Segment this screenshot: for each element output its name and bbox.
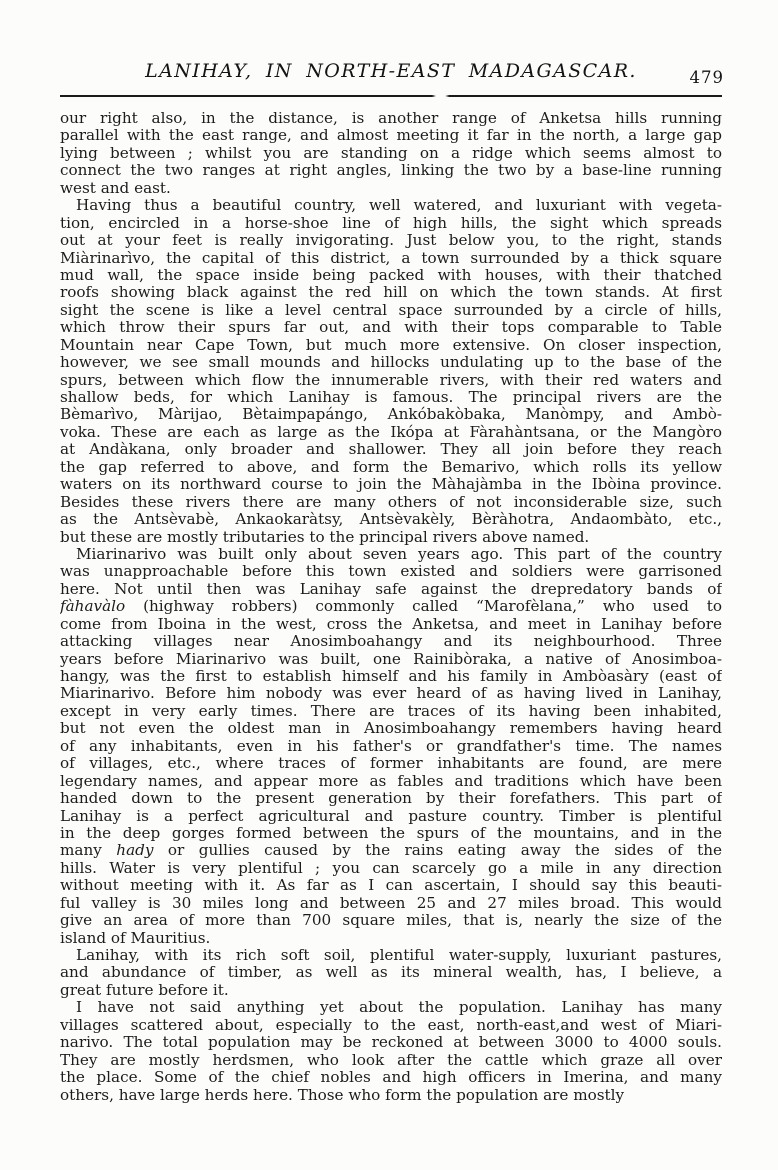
paragraph	[60, 546, 722, 947]
page-number: 479	[689, 68, 724, 87]
text-line: give an area of more than 700 square miles, that is, nearly the size of the	[60, 912, 722, 930]
text-line: handed down to the present generation by their forefathers. This part of	[60, 790, 722, 808]
text-line: in the deep gorges formed between the spurs of the mountains, and in the	[60, 824, 722, 842]
text-line: spurs, between which flow the innumerable rivers, with their red waters and	[60, 371, 722, 389]
text-line: but these are mostly tributaries to the principal rivers above named.	[60, 528, 590, 546]
text-line: years before Miarinarivo was built, one Rainibòraka, a native of Anosimboa-	[60, 650, 722, 668]
text-line: of villages, etc., where traces of former inhabitants are found, are mere	[60, 755, 722, 773]
text-line: shallow beds, for which Lanihay is famous. The principal rivers are the	[60, 389, 722, 406]
text-line: our right also, in the distance, is another range of Anketsa hills running	[60, 110, 722, 127]
text-line: island of Mauritius.	[60, 929, 211, 947]
text-line: connect the two ranges at right angles, linking the two by a base-line running	[60, 162, 722, 180]
text-line: here. Not until then was Lanihay safe against the drepredatory bands of	[60, 580, 722, 598]
text-line: Bèmarìvo, Màrijao, Bètaimpapángo, Ankóbakòbaka, Manòmpy, and Ambò-	[60, 406, 722, 424]
header-rule-divider	[60, 95, 722, 97]
text-line: attacking villages near Anosimboahangy and its neighbourhood. Three	[60, 633, 722, 651]
text-line: I have not said anything yet about the population. Lanihay has many	[76, 999, 722, 1017]
text-line: legendary names, and appear more as fables and traditions which have been	[60, 772, 722, 790]
text-line: and abundance of timber, as well as its mineral wealth, has, I believe, a	[60, 964, 722, 982]
text-line: tion, encircled in a horse-shoe line of high hills, the sight which spreads	[60, 214, 722, 232]
text-line: come from Iboina in the west, cross the Anketsa, and meet in Lanihay before	[60, 615, 722, 633]
text-line: at Andàkana, only broader and shallower. They all join before they reach	[60, 441, 722, 459]
paragraph	[60, 197, 722, 546]
text-block	[60, 110, 722, 1104]
text-line: others, have large herds here. Those who form the population are mostly	[60, 1086, 625, 1104]
text-line: roofs showing black against the red hill on which the town stands. At first	[60, 284, 722, 302]
text-line: mud wall, the space inside being packed with houses, with their thatched	[60, 266, 722, 284]
paragraph	[60, 110, 722, 197]
text-line: without meeting with it. As far as I can ascertain, I should say this beauti-	[60, 877, 722, 895]
text-line: Besides these rivers there are many others of not inconsiderable size, such	[60, 493, 722, 511]
text-line: They are mostly herdsmen, who look after the cattle which graze all over	[60, 1051, 722, 1069]
text-line: narivo. The total population may be reckoned at between 3000 to 4000 souls.	[60, 1034, 722, 1052]
text-line: of any inhabitants, even in his father's or grandfather's time. The names	[60, 737, 722, 755]
text-line: hills. Water is very plentiful ; you can scarcely go a mile in any direction	[60, 859, 722, 877]
text-line: hangy, was the first to establish himself and his family in Ambòasàry (east of	[60, 668, 722, 685]
text-line: many hady or gullies caused by the rains eating away the sides of the	[60, 842, 722, 860]
paragraph	[60, 947, 722, 999]
text-line: waters on its northward course to join the Màhajàmba in the Ibòina province.	[60, 476, 722, 494]
text-line: Lanihay, with its rich soft soil, plentiful water-supply, luxuriant pastures,	[76, 947, 722, 964]
text-line: which throw their spurs far out, and with their tops comparable to Table	[60, 319, 722, 337]
text-line: ful valley is 30 miles long and between 25 and 27 miles broad. This would	[60, 894, 722, 912]
text-line: Having thus a beautiful country, well watered, and luxuriant with vegeta-	[76, 197, 722, 215]
text-line: sight the scene is like a level central space surrounded by a circle of hills,	[60, 301, 722, 319]
text-line: Mountain near Cape Town, but much more extensive. On closer inspection,	[60, 336, 722, 354]
running-head-title: LANIHAY, IN NORTH-EAST MADAGASCAR.	[145, 60, 637, 82]
text-line: Lanihay is a perfect agricultural and pasture country. Timber is plentiful	[60, 807, 722, 825]
text-line: was unapproachable before this town existed and soldiers were garrisoned	[60, 563, 722, 581]
paragraph	[60, 999, 722, 1104]
text-line: but not even the oldest man in Anosimboahangy remembers having heard	[60, 720, 722, 738]
text-line: the place. Some of the chief nobles and high officers in Imerina, and many	[60, 1069, 722, 1087]
text-line: however, we see small mounds and hillocks undulating up to the base of the	[60, 354, 722, 372]
text-line: fàhavàlo (highway robbers) commonly called “Marofèlana,” who used to	[60, 598, 722, 616]
text-line: voka. These are each as large as the Ikópa at Fàrahàntsana, or the Mangòro	[60, 423, 722, 441]
text-line: west and east.	[60, 179, 171, 197]
text-line: except in very early times. There are traces of its having been inhabited,	[60, 702, 722, 720]
text-line: the gap referred to above, and form the Bemarivo, which rolls its yellow	[60, 458, 722, 476]
text-line: Miarinarivo. Before him nobody was ever heard of as having lived in Lanihay,	[60, 685, 722, 703]
text-line: great future before it.	[60, 981, 229, 999]
text-line: lying between ; whilst you are standing on a ridge which seems almost to	[60, 144, 722, 162]
text-line: Miarinarivo was built only about seven years ago. This part of the country	[76, 545, 722, 563]
text-line: Miàrinarìvo, the capital of this district, a town surrounded by a thick square	[60, 249, 722, 267]
text-line: out at your feet is really invigorating. Just below you, to the right, stands	[60, 232, 722, 250]
text-line: as the Antsèvabè, Ankaokaràtsy, Antsèvakèly, Bèràhotra, Andaombàto, etc.,	[60, 511, 722, 529]
text-line: parallel with the east range, and almost meeting it far in the north, a large gap	[60, 127, 722, 145]
text-line: villages scattered about, especially to the east, north-east,and west of Miari-	[60, 1016, 722, 1034]
